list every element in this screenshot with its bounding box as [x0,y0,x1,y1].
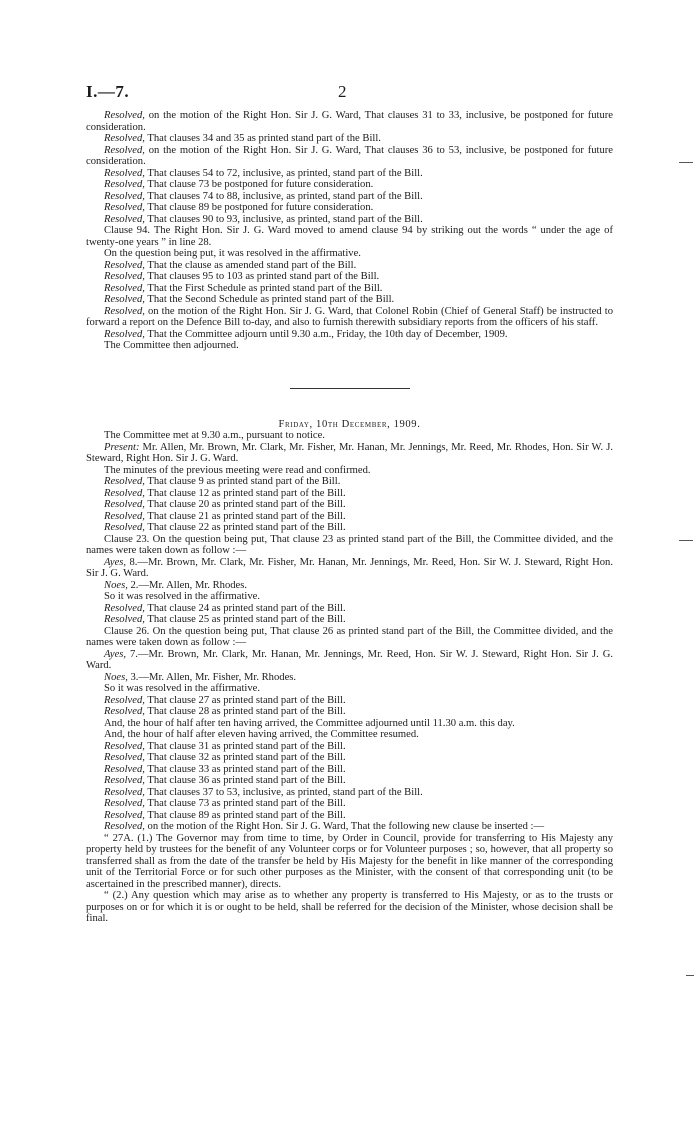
minutes-paragraph: And, the hour of half after eleven having arrived, the Committee resumed. [104,729,419,740]
minutes-paragraph: Resolved, That clause 24 as printed stand part of the Bill. [104,602,346,614]
minutes-paragraph: Resolved, That clauses 90 to 93, inclusive, as printed, stand part of the Bill. [104,213,423,225]
minutes-paragraph: Resolved, That clauses 95 to 103 as printed stand part of the Bill. [104,271,380,282]
page-header [86,82,614,104]
paper-reference: I.—7. [86,82,130,101]
minutes-paragraph: Resolved, That the Committee adjourn until 9.30 a.m., Friday, the 10th day of December, 1909. [104,328,508,340]
minutes-paragraph: Resolved, on the motion of the Right Hon. Sir J. G. Ward, That the following new clause be inserted :— [104,821,545,832]
minutes-paragraph: Resolved, That clause 27 as printed stand part of the Bill. [104,694,346,706]
minutes-paragraph: Noes, 2.—Mr. Allen, Mr. Rhodes. [104,579,248,591]
minutes-paragraph: “ 27A. (1.) The Governor may from time to time, by Order in Council, provide for transferring to His Majesty any property held by trustees for the benefit of any Volunteer corps or for Volunteer purposes ; so, however, that all property so transferred shall as from the date of the transfer be held by His Majesty for the benefit in like manner of the corresponding unit of the Territorial Force or for such other purposes as the Minister, with the consent of that corresponding unit (to be ascertained in the prescribed manner), directs. [86,832,613,890]
minutes-paragraph: Resolved, That clause 73 be postponed for future consideration. [104,179,374,190]
minutes-paragraph: Resolved, That clause 9 as printed stand part of the Bill. [104,476,341,487]
margin-mark [686,975,694,976]
minutes-paragraph: The Committee met at 9.30 a.m., pursuant to notice. [104,430,325,441]
margin-mark [679,162,693,163]
minutes-paragraph: Resolved, That clause 25 as printed stand part of the Bill. [104,614,346,625]
minutes-paragraph: Resolved, That clauses 54 to 72, inclusive, as printed, stand part of the Bill. [104,167,423,179]
minutes-paragraph: Resolved, That clause 36 as printed stand part of the Bill. [104,775,346,786]
minutes-paragraph: Resolved, That clause 12 as printed stand part of the Bill. [104,487,346,499]
minutes-paragraph: Resolved, That clauses 37 to 53, inclusive, as printed, stand part of the Bill. [104,786,423,798]
minutes-paragraph: Noes, 3.—Mr. Allen, Mr. Fisher, Mr. Rhodes. [104,671,297,683]
minutes-section-9th-december [86,110,613,352]
minutes-paragraph: Resolved, That clause 22 as printed stand part of the Bill. [104,522,346,533]
minutes-paragraph: Resolved, on the motion of the Right Hon. Sir J. G. Ward, that Colonel Robin (Chief of General Staff) be instructed to forward a report on the Defence Bill to-day, and also to furnish therewith subsidiary reports from the officers of his staff. [86,305,613,328]
minutes-paragraph: The Committee then adjourned. [104,340,239,351]
minutes-paragraph: And, the hour of half after ten having arrived, the Committee adjourned until 11.30 a.m. this day. [104,717,515,729]
minutes-paragraph: So it was resolved in the affirmative. [104,683,261,694]
minutes-paragraph: Resolved, That the clause as amended stand part of the Bill. [104,259,357,271]
minutes-paragraph: Resolved, That clause 89 as printed stand part of the Bill. [104,809,346,821]
minutes-paragraph: Ayes, 7.—Mr. Brown, Mr. Clark, Mr. Hanan, Mr. Jennings, Mr. Reed, Hon. Sir W. J. Steward, Right Hon. Sir J. G. Ward. [86,648,613,671]
minutes-paragraph: Clause 23. On the question being put, That clause 23 as printed stand part of the Bill, the Committee divided, and the names were taken down as follow :— [86,533,613,556]
minutes-paragraph: Resolved, That clauses 74 to 88, inclusive, as printed, stand part of the Bill. [104,190,423,202]
minutes-paragraph: Resolved, That clause 20 as printed stand part of the Bill. [104,499,346,510]
minutes-section-10th-december [86,430,613,925]
minutes-paragraph: Resolved, on the motion of the Right Hon. Sir J. G. Ward, That clauses 31 to 33, inclusive, be postponed for future consideration. [86,110,613,133]
minutes-paragraph: Resolved, That clause 33 as printed stand part of the Bill. [104,763,346,775]
margin-mark [679,540,693,541]
minutes-text [86,110,613,925]
minutes-paragraph: Resolved, That clauses 34 and 35 as printed stand part of the Bill. [104,133,381,144]
minutes-paragraph: So it was resolved in the affirmative. [104,591,261,602]
minutes-paragraph: Resolved, That clause 73 as printed stand part of the Bill. [104,798,346,809]
minutes-paragraph: Resolved, That clause 89 be postponed for future consideration. [104,202,374,213]
minutes-paragraph: Clause 94. The Right Hon. Sir J. G. Ward moved to amend clause 94 by striking out the words “ under the age of twenty-one years ” in line 28. [86,225,613,248]
minutes-paragraph: Resolved, That clause 32 as printed stand part of the Bill. [104,752,346,763]
page-number: 2 [338,82,347,101]
minutes-paragraph: The minutes of the previous meeting were read and confirmed. [104,464,371,476]
minutes-paragraph: Clause 26. On the question being put, That clause 26 as printed stand part of the Bill, the Committee divided, and the names were taken down as follow :— [86,625,613,648]
minutes-paragraph: Ayes, 8.—Mr. Brown, Mr. Clark, Mr. Fisher, Mr. Hanan, Mr. Jennings, Mr. Reed, Hon. Sir W. J. Steward, Right Hon. Sir J. G. Ward. [86,556,613,579]
date-heading: Friday, 10th December, 1909. [278,418,421,430]
minutes-paragraph: Resolved, That the First Schedule as printed stand part of the Bill. [104,282,383,294]
minutes-paragraph: Resolved, That the Second Schedule as printed stand part of the Bill. [104,294,395,305]
minutes-paragraph: Resolved, That clause 21 as printed stand part of the Bill. [104,510,346,522]
minutes-paragraph: Present: Mr. Allen, Mr. Brown, Mr. Clark, Mr. Fisher, Mr. Hanan, Mr. Jennings, Mr. Reed, Mr. Rhodes, Hon. Sir W. J. Steward, Right Hon. Sir J. G. Ward. [86,441,613,464]
minutes-paragraph: Resolved, That clause 28 as printed stand part of the Bill. [104,706,346,717]
minutes-paragraph: Resolved, That clause 31 as printed stand part of the Bill. [104,740,346,752]
minutes-paragraph: Resolved, on the motion of the Right Hon. Sir J. G. Ward, That clauses 36 to 53, inclusive, be postponed for future consideration. [86,144,613,167]
minutes-paragraph: “ (2.) Any question which may arise as to whether any property is transferred to His Majesty, or as to the trusts or purposes on or for which it is or ought to be held, shall be referred for the decision of the Minister, whose decision shall be final. [86,890,613,924]
minutes-paragraph: On the question being put, it was resolved in the affirmative. [104,248,361,259]
